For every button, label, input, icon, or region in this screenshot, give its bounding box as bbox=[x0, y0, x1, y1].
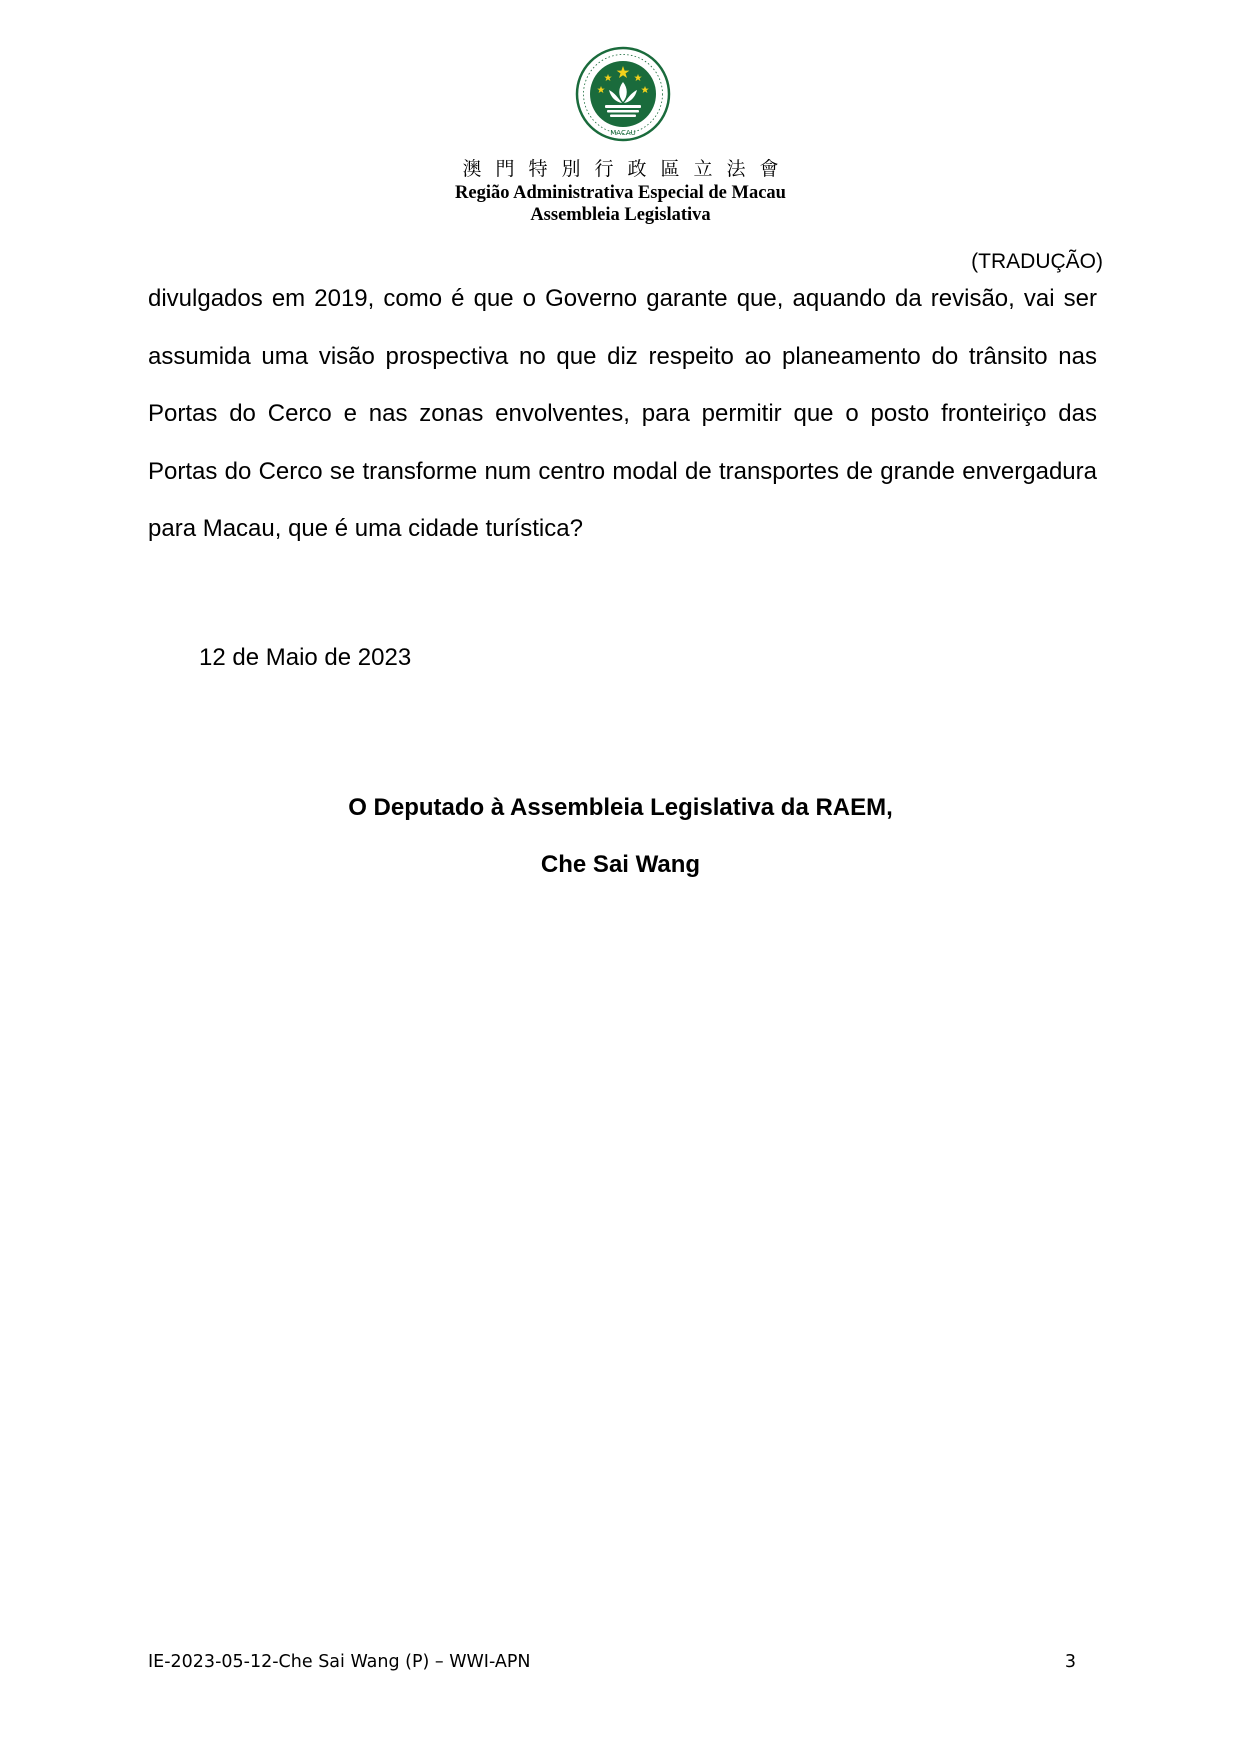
document-date: 12 de Maio de 2023 bbox=[199, 644, 412, 671]
translation-tag: (TRADUÇÃO) bbox=[971, 250, 1103, 273]
page-number: 3 bbox=[1064, 1652, 1076, 1672]
signature-title: O Deputado à Assembleia Legislativa da RAEM, bbox=[348, 794, 893, 821]
macau-emblem-icon bbox=[575, 46, 671, 142]
footer-reference: IE-2023-05-12-Che Sai Wang (P) – WWI-APN bbox=[148, 1652, 531, 1672]
body-paragraph: divulgados em 2019, como é que o Governo garante que, aquando da revisão, vai ser assumida uma visão prospectiva no que diz respeito ao planeamento do trânsito nas Portas do Cerco e nas zonas envolventes, para permitir que o posto fronteiriço das Portas do Cerco se transforme num centro modal de transportes de grande envergadura para Macau, que é uma cidade turística? bbox=[148, 285, 1097, 542]
institution-subname-portuguese: Assembleia Legislativa bbox=[530, 205, 711, 225]
signature-name: Che Sai Wang bbox=[540, 851, 701, 878]
institution-name-portuguese: Região Administrativa Especial de Macau bbox=[455, 183, 786, 203]
institution-name-chinese: 澳門特別行政區立法會 bbox=[462, 158, 793, 180]
emblem-text: MACAU bbox=[610, 129, 636, 137]
